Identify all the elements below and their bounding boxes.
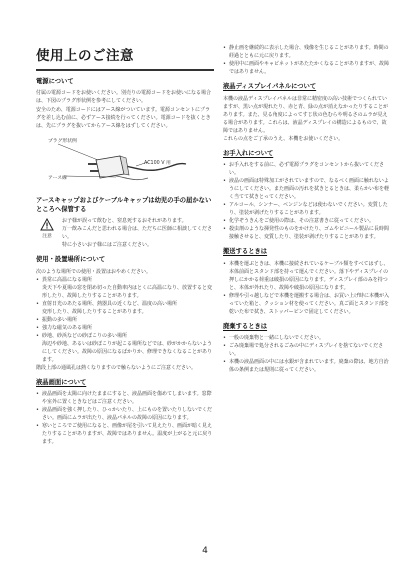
section-heading-transport: 搬送するときは	[223, 248, 268, 255]
panel-paragraph-2: これらの点をご了承のうえ、本機をお使いください。	[223, 135, 344, 142]
location-item: • 強力な磁気のある場所	[36, 324, 214, 332]
care-item: • 殺虫剤のような揮発性のものをかけたり、ゴムやビニール製品に長時間接触させると、変質したり、塗装が剥げたりすることがあります。	[223, 225, 391, 241]
caution-line-1: お子様が誤って飲むと、窒息死するおそれがあります。	[62, 218, 187, 224]
section-heading-care: お手入れについて	[223, 149, 274, 157]
caution-label: 注意	[42, 234, 52, 239]
caution-line-3: 特に小さいお子様にはご注意ください。	[62, 242, 153, 248]
section-heading-power: 電源について	[36, 77, 74, 85]
right-column	[223, 44, 391, 374]
disposal-item: • 本機の液晶画面の中には水銀が含まれています。廃棄の際は、地方自治体の条例または規則に従ってください。	[223, 358, 391, 374]
power-paragraph-2: 安全のため、電源コードにはアース線がついています。電源コンセントにプラグを差し込む前に、必ずアース接続を行ってください。電源コードを抜くときは、先にプラグを抜いてからアース線をはずしてください。	[36, 107, 211, 129]
section-heading-earth-cap: アースキャップおよびケーブルキャップは幼児の手の届かないところへ保管する	[36, 197, 212, 213]
screen-item: • 液晶画面を太陽に向けたままにすると、液晶画面を傷めてしまいます。窓際や室外に置くときなどはご注意ください。	[36, 390, 214, 406]
care-list	[223, 161, 391, 241]
caution-icon-wrap	[36, 217, 58, 249]
page-number: 4	[202, 546, 208, 556]
transport-item: • 修理や引っ越しなどで本機を運搬する場合は、お買い上げ時に本機が入っていた箱と、クッション材を使ってください。真ご面とスタンド部を乾いた布で拭き、ストッパーピンで固定してください。	[223, 292, 391, 316]
title-divider	[36, 69, 214, 71]
screen-cont-list	[223, 44, 391, 76]
panel-paragraph: 本機の液晶ディスプレイパネルは非常に精密度の高い技術でつくられていますが、黒い点が現れたり、赤と青、緑の点が消えなかったりすることがあります。また、見る角度によってすじ状の色むらや明るさのムラが見える場合があります。これらは、液晶ディスプレイの構造によるもので、故障ではありません。	[223, 95, 389, 134]
plug-figure	[36, 132, 214, 190]
warning-triangle-icon	[40, 218, 54, 231]
location-item: • 直射日光のあたる場所、熱器具の近くなど、温度の高い場所 変形したり、故障したりすることがあります。	[36, 300, 214, 316]
section-heading-location: 使用・設置場所について	[36, 256, 106, 263]
location-intro: 次のような場所での使用・設置はおやめください。	[36, 268, 152, 275]
location-list	[36, 276, 214, 364]
caution-line-2: 万一飲みこんだと思われる場合は、ただちに医師に相談してください。	[62, 226, 213, 240]
care-item: • アルコール、シンナー、ベンジンなどは使わないでください。変質したり、塗装が剥げたりすることがあります。	[223, 201, 391, 217]
caution-text	[58, 217, 214, 249]
screen-item: • 静止画を継続的に表示した場合、残像を生じることがあります。時間の経過とともに元に戻ります。	[223, 44, 391, 60]
section-heading-panel: 液晶ディスプレイパネルについて	[223, 83, 317, 90]
disposal-item: • ごみ廃棄場で処分されるごみの中にディスプレイを捨てないでください。	[223, 342, 391, 358]
screen-item: • 液晶画面を強く押したり、ひっかいたり、上にものを置いたりしないでください。画面にムラが出たり、液晶パネルの故障の原因になります。	[36, 406, 214, 422]
screen-list	[36, 390, 214, 446]
power-paragraph-1: 付属の電源コードをお使いください。別売りの電源コードをお使いになる場合は、下図のプラグ形状例を参考にしてください。	[36, 90, 212, 104]
location-item: • 砂地、砂浜などの砂ぼこりの多い場所 海辺や砂地、あるいは砂ぼこりが起こる場所などでは、砂がかからないようにしてください。故障の原因になるばかりか、修理できなくなることがあります。	[36, 332, 214, 364]
screen-item: • 寒いところでご使用になると、画像が尾を引いて見えたり、画面が暗く見えたりすることがありますが、故障ではありません。温度が上がると元に戻ります。	[36, 422, 214, 446]
care-item: • 化学ぞうきんをご使用の際は、その注意書きに従ってください。	[223, 217, 391, 225]
care-item: • お手入れをする前に、必ず電源プラグをコンセントから抜いてください。	[223, 161, 391, 177]
caution-block	[36, 217, 214, 249]
care-item: • 液晶の画面は特殊加工がされていますので、なるべく画面に触れないようにしてください。また画面の汚れを拭きとるときは、柔らかい布を軽く当てて拭きとってください。	[223, 177, 391, 201]
transport-list	[223, 260, 391, 316]
voltage-label: AC100 V 用	[144, 161, 171, 166]
section-heading-disposal: 廃棄するときは	[223, 322, 268, 330]
disposal-list	[223, 334, 391, 374]
location-note: 階段上部の通風孔は熱くなりますので触らないようにご注意ください。	[36, 364, 197, 371]
disposal-item: • 一般の廃棄物と一緒にしないでください。	[223, 334, 391, 342]
screen-item: • 使用中に画面やキャビネットがあたたかくなることがありますが、故障ではありません。	[223, 60, 391, 76]
page-title: 使用上のご注意	[36, 48, 134, 64]
location-item: • 振動の多い場所	[36, 316, 214, 324]
left-column	[36, 44, 214, 446]
plug-shape-label: プラグ形状例	[48, 139, 77, 144]
section-heading-screen: 液晶画面について	[36, 378, 87, 386]
location-item: • 異常に高温になる場所 炎天下や夏場の窓を閉め切った自動車内はとくに高温になり、放置すると変形したり、故障したりすることがあります。	[36, 276, 214, 300]
earth-wire-label: アース線	[48, 176, 67, 181]
transport-item: • 本機を運ぶときは、本機に接続されているケーブル類をすべてはずし、本体前面とスタンド部を持って運んでください。落下やディスプレイの押しにかかる荷重は破損の原因になります。ディスプレイ部のみを持つと、本体が外れたり、故障や破損の原因になります。	[223, 260, 391, 292]
